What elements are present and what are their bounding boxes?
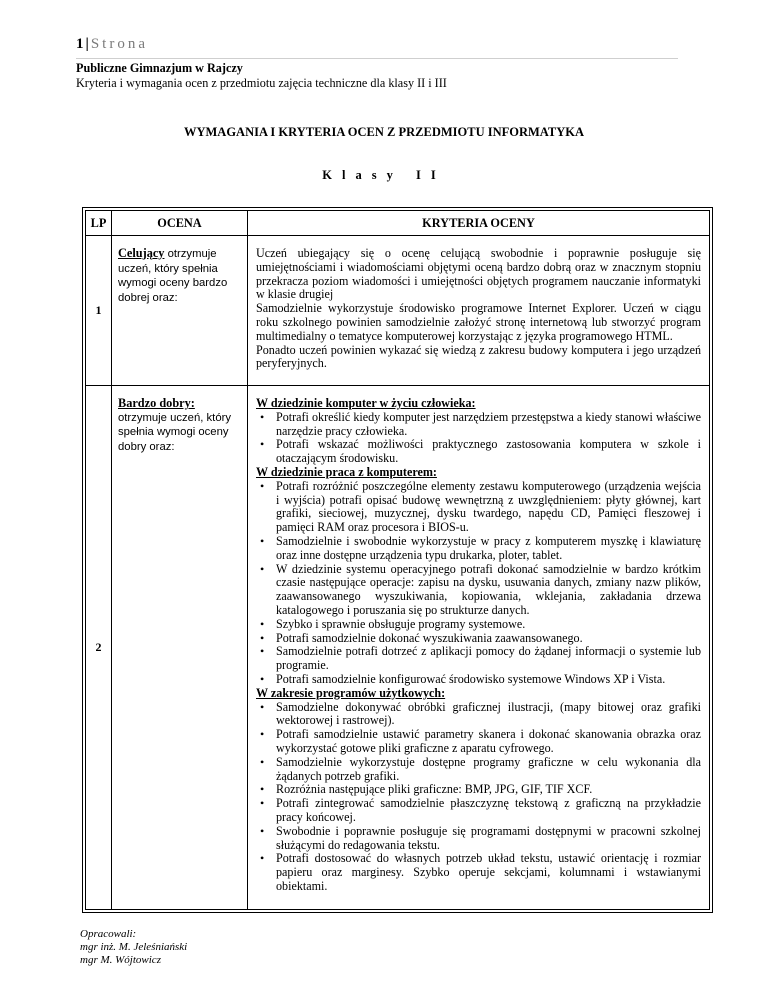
grade-description: otrzymuje uczeń, który spełnia wymogi oceny bardzo dobrej oraz: [118,248,228,304]
page-word: Strona [90,36,148,52]
document-title: WYMAGANIA I KRYTERIA OCEN Z PRZEDMIOTU INFORMATYKA [183,125,585,139]
list-item: • Potrafi wskazać możliwości praktycznego zastosowania komputera w szkole i otaczającym środowisku. [276,438,701,466]
header-rule [76,58,678,59]
list-item: • Potrafi dostosować do własnych potrzeb układ tekstu, ustawić orientację i rozmiar papieru oraz marginesy. Szybko operuje sekcjami, kolumnami i wstawianymi obiektami. [276,852,701,893]
table-header-row [86,211,710,236]
criteria-paragraph: Uczeń ubiegający się o ocenę celującą swobodnie i poprawnie posługuje się umiejętnościami i wiadomościami objętymi oceną bardzo dobrą oraz w znacznym stopniu przekracza poziom wiadomości i umiejętności objętych programem nauczanie informatyki w klasie drugiej [256,246,701,302]
section-title: W zakresie programów użytkowych: [256,685,446,700]
school-name: Publiczne Gimnazjum w Rajczy [76,61,243,75]
header-kryteria: KRYTERIA OCENY [248,211,710,236]
criteria-list [256,701,701,894]
grade-cell [112,236,248,386]
criteria-table [85,210,710,910]
page-separator: | [85,36,89,52]
list-item: • W dziedzinie systemu operacyjnego potrafi dokonać samodzielnie w bardzo krótkim czasie następujące operacje: zapisu na dysku, usuwania danych, zmiany nazw plików, zaawansowanego wyszukiwania, kopiowania, wklejania, zakładania drzewa katalogowego i poruszania się po strukturze danych. [276,563,701,618]
header-lp: LP [86,211,112,236]
header-subtitle: Kryteria i wymagania ocen z przedmiotu zajęcia techniczne dla klasy II i III [76,76,447,90]
list-item: • Potrafi samodzielnie ustawić parametry skanera i dokonać skanowania obrazka oraz wykorzystać gotowe pliki graficzne z aparatu cyfrowego. [276,728,701,756]
footer-label: Opracowali: [80,928,137,940]
footer-author: mgr inż. M. Jeleśniański [80,941,188,953]
criteria-paragraph: Ponadto uczeń powinien wykazać się wiedzą z zakresu budowy komputera i jego urządzeń peryferyjnych. [256,342,701,371]
footer [80,928,187,967]
criteria-cell [248,236,710,386]
grade-description: otrzymuje uczeń, który spełnia wymogi oceny dobry oraz: [118,411,232,453]
section-title: W dziedzinie komputer w życiu człowieka: [256,396,476,410]
class-label: Klasy II [322,168,446,182]
list-item: • Samodzielnie potrafi dotrzeć z aplikacji pomocy do żądanej informacji o systemie lub programie. [276,645,701,673]
list-item: • Samodzielnie i swobodnie wykorzystuje w pracy z komputerem myszkę i klawiaturę oraz inne dostępne urządzenia typu drukarka, ploter, tablet. [276,535,701,563]
list-item: • Potrafi zintegrować samodzielnie płaszczyznę tekstową z graficzną na przykładzie pracy końcowej. [276,797,701,825]
row-number: 1 [86,236,112,386]
list-item: • Samodzielne dokonywać obróbki graficznej ilustracji, (mapy bitowej oraz grafiki wektorowej i rastrowej). [276,701,701,729]
criteria-list [256,480,701,687]
list-item: • Potrafi określić kiedy komputer jest narzędziem przestępstwa a kiedy stanowi właściwe narzędzie pracy człowieka. [276,411,701,439]
criteria-list [256,411,701,466]
page-header [76,36,148,53]
grade-cell [112,386,248,910]
footer-author: mgr M. Wójtowicz [80,954,161,966]
row-number: 2 [86,386,112,910]
grade-name: Bardzo dobry: [118,396,195,410]
list-item: • Rozróżnia następujące pliki graficzne: BMP, JPG, GIF, TIF XCF. [276,783,701,797]
header-ocena: OCENA [112,211,248,236]
list-item: • Potrafi samodzielnie dokonać wyszukiwania zaawansowanego. [276,632,701,646]
section-title: W dziedzinie praca z komputerem: [256,464,437,479]
criteria-cell [248,386,710,910]
grade-name: Celujący [118,246,165,260]
page-number: 1 [76,36,84,52]
list-item: • Samodzielnie wykorzystuje dostępne programy graficzne w celu wykonania dla żądanych potrzeb grafiki. [276,756,701,784]
table-row [86,386,710,910]
list-item: • Potrafi samodzielnie konfigurować środowisko systemowe Windows XP i Vista. [276,673,701,687]
list-item: • Swobodnie i poprawnie posługuje się programami dostępnymi w pracowni szkolnej służącymi do redagowania tekstu. [276,825,701,853]
list-item: • Szybko i sprawnie obsługuje programy systemowe. [276,618,701,632]
criteria-paragraph: Samodzielnie wykorzystuje środowisko programowe Internet Explorer. Uczeń w ciągu roku szkolnego powinien samodzielnie założyć stronę internetową lub stworzyć program multimedialny o tematyce komputerowej korzystając z języka programowego HTML. [256,301,701,343]
table-row [86,236,710,386]
list-item: • Potrafi rozróżnić poszczególne elementy zestawu komputerowego (urządzenia wejścia i wyjścia) potrafi opisać budowę wewnętrzną z uwzględnieniem: płyty głównej, kart grafiki, sieciowej, muzycznej, dysku twardego, napędu CD, Pamięci fleszowej i pamięci RAM oraz procesora i BIOS-u. [276,480,701,535]
